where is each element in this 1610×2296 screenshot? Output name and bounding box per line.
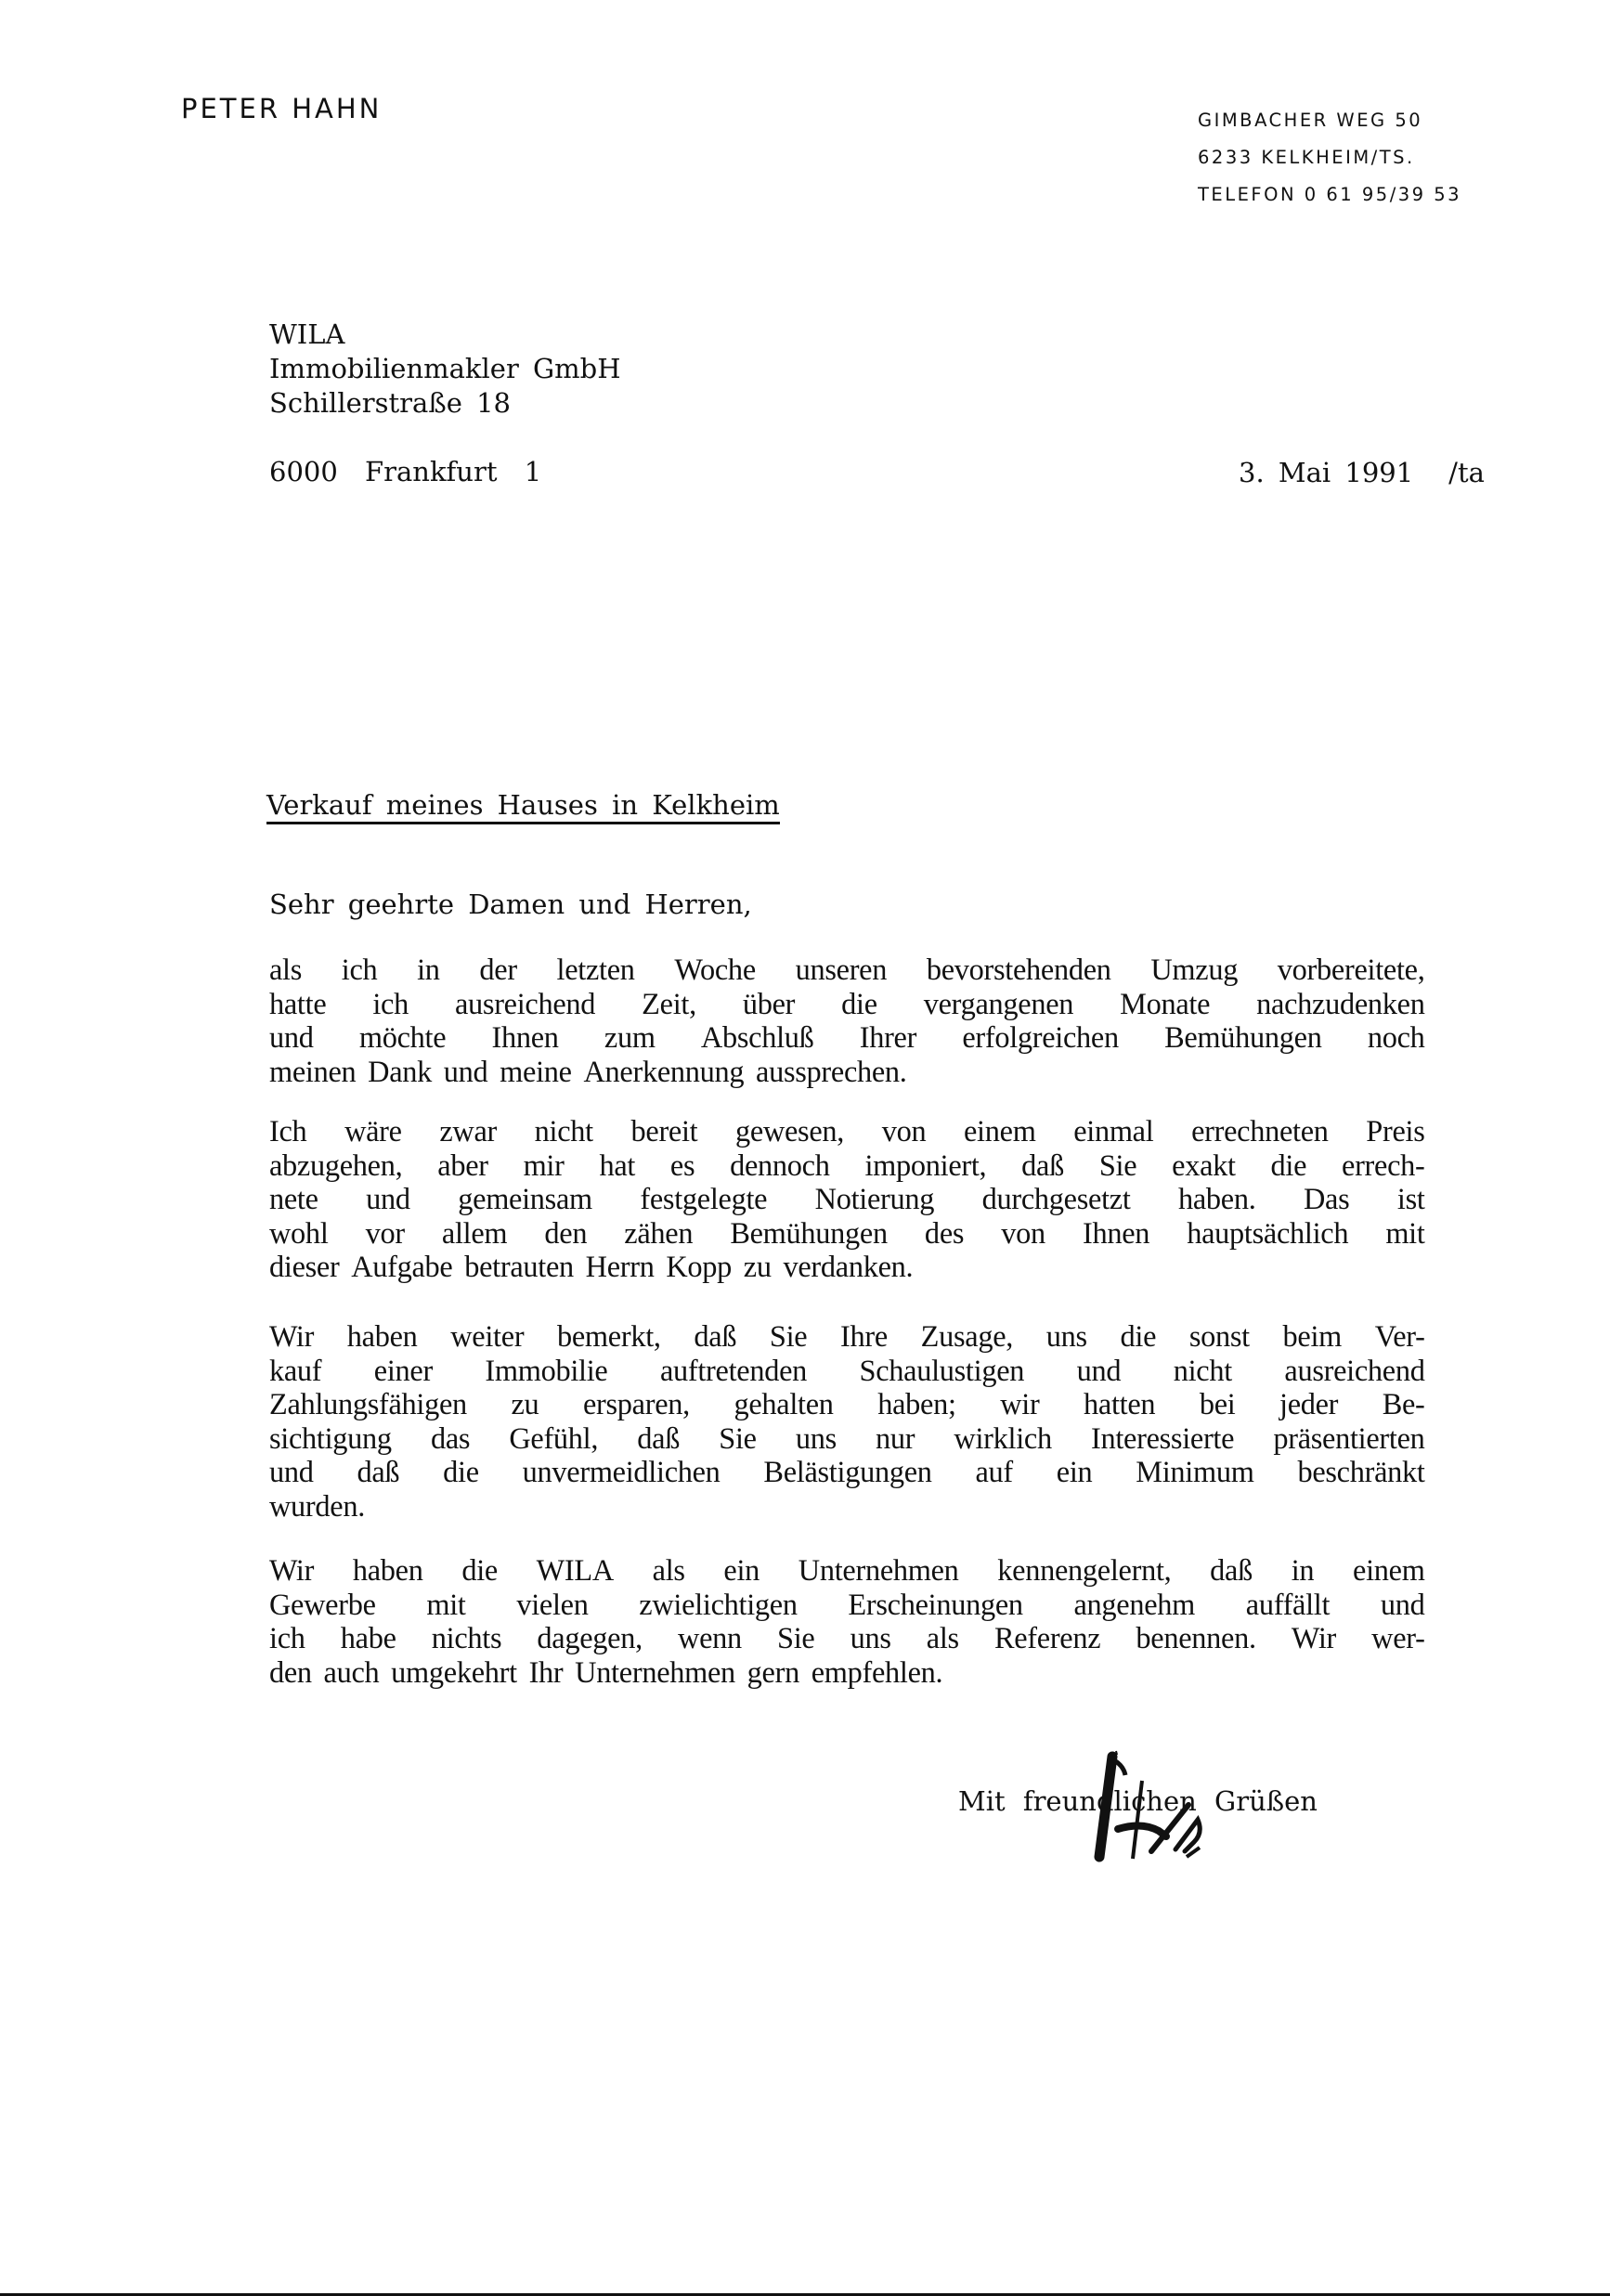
word: mit bbox=[1385, 1216, 1425, 1251]
word: uns bbox=[795, 1421, 837, 1456]
word: vorbereitete, bbox=[1277, 953, 1425, 987]
word: Gefühl, bbox=[509, 1421, 599, 1456]
word: ausreichend bbox=[1284, 1354, 1425, 1388]
letter-date: 3. Mai 1991 bbox=[1239, 457, 1414, 488]
body-line bbox=[269, 1320, 1425, 1355]
body-paragraph bbox=[269, 1115, 1425, 1285]
word: abzugehen, bbox=[269, 1148, 403, 1183]
word: nur bbox=[876, 1421, 915, 1456]
word: möchte bbox=[358, 1021, 447, 1055]
word: und bbox=[366, 1183, 410, 1216]
body-line bbox=[269, 1021, 1425, 1056]
word: die bbox=[443, 1456, 479, 1489]
word: Anerkennung bbox=[583, 1055, 745, 1089]
word: zähen bbox=[624, 1216, 694, 1251]
body-line bbox=[269, 1554, 1425, 1589]
word: unvermeidlichen bbox=[522, 1456, 721, 1489]
body-line bbox=[269, 1388, 1425, 1422]
word: einem bbox=[964, 1115, 1036, 1148]
word: gemeinsam bbox=[458, 1183, 592, 1216]
word: kennengelernt, bbox=[997, 1554, 1172, 1588]
word: haben bbox=[346, 1320, 418, 1354]
word: und bbox=[443, 1055, 488, 1089]
word: Das bbox=[1303, 1183, 1350, 1216]
word: Sie bbox=[769, 1320, 808, 1354]
word: Kopp bbox=[666, 1251, 733, 1284]
word: letzten bbox=[556, 953, 635, 987]
word: gern bbox=[747, 1655, 799, 1690]
word: daß bbox=[357, 1456, 400, 1489]
body-line bbox=[269, 1656, 1425, 1691]
body-line bbox=[269, 1183, 1425, 1217]
closing: Mit freundlichen Grüßen bbox=[958, 1785, 1318, 1817]
word: Sie bbox=[777, 1622, 815, 1655]
word: Ich bbox=[269, 1115, 307, 1148]
word: dennoch bbox=[730, 1148, 830, 1183]
word: verdanken. bbox=[783, 1251, 914, 1284]
word: umgekehrt bbox=[391, 1655, 517, 1690]
word: auftretenden bbox=[659, 1354, 808, 1388]
word: beim bbox=[1282, 1320, 1343, 1354]
word: habe bbox=[340, 1622, 396, 1655]
word: hauptsächlich bbox=[1187, 1216, 1349, 1251]
word: in bbox=[417, 953, 440, 987]
word: unseren bbox=[795, 953, 888, 987]
word: bereit bbox=[630, 1115, 698, 1148]
reference-code: /ta bbox=[1448, 457, 1485, 488]
word: nicht bbox=[1173, 1354, 1232, 1388]
word: bemerkt, bbox=[556, 1320, 661, 1354]
word: daß bbox=[637, 1421, 681, 1456]
word: jeder bbox=[1279, 1388, 1339, 1421]
word: die bbox=[841, 987, 877, 1021]
word: Preis bbox=[1366, 1115, 1425, 1148]
word: und bbox=[1380, 1588, 1425, 1622]
word: den bbox=[544, 1216, 588, 1251]
word: empfehlen. bbox=[811, 1655, 943, 1690]
word: wer- bbox=[1371, 1622, 1425, 1655]
body-paragraph bbox=[269, 953, 1425, 1089]
body-paragraph bbox=[269, 1554, 1425, 1690]
body-line bbox=[269, 1422, 1425, 1457]
word: zu bbox=[511, 1388, 539, 1421]
word: Gewerbe bbox=[269, 1588, 376, 1622]
word: Referenz bbox=[993, 1622, 1101, 1655]
body-line bbox=[269, 1355, 1425, 1389]
body-line bbox=[269, 1456, 1425, 1490]
word: nachzudenken bbox=[1256, 987, 1425, 1021]
word: Notierung bbox=[814, 1183, 935, 1216]
word: zwielichtigen bbox=[639, 1588, 798, 1622]
sender-street: GIMBACHER WEG 50 bbox=[1198, 110, 1423, 131]
word: vielen bbox=[516, 1588, 589, 1622]
word: Dank bbox=[368, 1055, 433, 1089]
word: aussprechen. bbox=[756, 1055, 907, 1089]
word: Be- bbox=[1382, 1388, 1425, 1421]
word: benennen. bbox=[1136, 1622, 1256, 1655]
word: Bemühungen bbox=[730, 1216, 888, 1251]
word: Unternehmen bbox=[575, 1655, 735, 1690]
recipient-company-type: Immobilienmakler GmbH bbox=[269, 353, 621, 384]
word: vor bbox=[365, 1216, 405, 1251]
signature-icon bbox=[1058, 1747, 1226, 1868]
subject-line: Verkauf meines Hauses in Kelkheim bbox=[266, 789, 780, 824]
word: Zeit, bbox=[642, 987, 696, 1021]
word: präsentierten bbox=[1273, 1421, 1425, 1456]
word: als bbox=[926, 1622, 959, 1655]
word: Woche bbox=[674, 953, 756, 987]
word: gehalten bbox=[734, 1388, 834, 1421]
word: nicht bbox=[534, 1115, 593, 1148]
body-line bbox=[269, 1622, 1425, 1656]
word: als bbox=[652, 1554, 685, 1588]
word: sichtigung bbox=[269, 1421, 392, 1456]
word: betrauten bbox=[464, 1251, 574, 1284]
word: auf bbox=[975, 1456, 1013, 1489]
word: ersparen, bbox=[582, 1388, 690, 1421]
word: auffällt bbox=[1245, 1588, 1331, 1622]
word: und bbox=[269, 1456, 314, 1489]
word: daß bbox=[1021, 1148, 1064, 1183]
word: einer bbox=[373, 1354, 433, 1388]
word: Ihnen bbox=[1082, 1216, 1150, 1251]
sender-phone: TELEFON 0 61 95/39 53 bbox=[1198, 184, 1462, 205]
word: wurden. bbox=[269, 1489, 366, 1524]
word: einem bbox=[1353, 1554, 1425, 1588]
word: exakt bbox=[1172, 1148, 1236, 1183]
word: noch bbox=[1367, 1021, 1425, 1055]
word: bevorstehenden bbox=[926, 953, 1111, 987]
word: Bemühungen bbox=[1164, 1021, 1322, 1055]
body-paragraph bbox=[269, 1320, 1425, 1524]
word: Herrn bbox=[585, 1251, 655, 1284]
word: wirklich bbox=[954, 1421, 1052, 1456]
word: daß bbox=[1210, 1554, 1253, 1588]
word: Zusage, bbox=[920, 1320, 1014, 1354]
recipient-address bbox=[269, 318, 621, 489]
word: sonst bbox=[1188, 1320, 1250, 1354]
word: wäre bbox=[344, 1115, 402, 1148]
date-line bbox=[1239, 456, 1485, 490]
body-line bbox=[269, 1115, 1425, 1149]
word: hatte bbox=[269, 987, 327, 1021]
word: und bbox=[1076, 1354, 1122, 1388]
word: das bbox=[430, 1421, 471, 1456]
word: erfolgreichen bbox=[962, 1021, 1119, 1055]
word: angenehm bbox=[1073, 1588, 1196, 1622]
word: zwar bbox=[439, 1115, 498, 1148]
word: Zahlungsfähigen bbox=[269, 1388, 467, 1421]
word: Minimum bbox=[1136, 1456, 1254, 1489]
word: ist bbox=[1396, 1183, 1425, 1216]
sender-city: 6233 KELKHEIM/TS. bbox=[1198, 147, 1415, 168]
word: einmal bbox=[1073, 1115, 1154, 1148]
word: beschränkt bbox=[1297, 1456, 1425, 1489]
word: haben. bbox=[1177, 1183, 1256, 1216]
word: Belästigungen bbox=[763, 1456, 932, 1489]
word: die bbox=[1120, 1320, 1157, 1354]
body-line bbox=[269, 1056, 1425, 1090]
word: daß bbox=[694, 1320, 737, 1354]
word: nichts bbox=[431, 1622, 502, 1655]
word: und bbox=[269, 1021, 314, 1055]
word: imponiert, bbox=[864, 1148, 987, 1183]
word: gewesen, bbox=[735, 1115, 845, 1148]
word: des bbox=[924, 1216, 965, 1251]
word: Wir bbox=[269, 1320, 315, 1354]
word: uns bbox=[850, 1622, 891, 1655]
word: Immobilie bbox=[485, 1354, 608, 1388]
word: Ihr bbox=[528, 1655, 564, 1690]
letterhead-sender-name: PETER HAHN bbox=[181, 93, 383, 124]
word: wir bbox=[1000, 1388, 1040, 1421]
word: dieser bbox=[269, 1251, 340, 1284]
word: von bbox=[881, 1115, 927, 1148]
word: errech- bbox=[1342, 1148, 1425, 1183]
word: Wir bbox=[1291, 1622, 1337, 1655]
word: Schaulustigen bbox=[859, 1354, 1025, 1388]
word: bei bbox=[1199, 1388, 1236, 1421]
word: Ihre bbox=[840, 1320, 888, 1354]
word: es bbox=[669, 1148, 695, 1183]
word: Ver- bbox=[1374, 1320, 1425, 1354]
word: ausreichend bbox=[454, 987, 596, 1021]
word: Wir bbox=[269, 1554, 315, 1588]
word: durchgesetzt bbox=[981, 1183, 1131, 1216]
body-line bbox=[269, 1149, 1425, 1184]
word: von bbox=[1001, 1216, 1045, 1251]
word: auch bbox=[323, 1655, 380, 1690]
word: wenn bbox=[678, 1622, 742, 1655]
word: Umzug bbox=[1150, 953, 1239, 987]
word: Sie bbox=[719, 1421, 757, 1456]
word: wohl bbox=[269, 1216, 329, 1251]
word: Sie bbox=[1098, 1148, 1137, 1183]
body-line bbox=[269, 1589, 1425, 1623]
word: hatten bbox=[1084, 1388, 1156, 1421]
word: Erscheinungen bbox=[848, 1588, 1023, 1622]
word: die bbox=[461, 1554, 498, 1588]
body-line bbox=[269, 953, 1425, 988]
word: ich bbox=[269, 1622, 305, 1655]
recipient-street: Schillerstraße 18 bbox=[269, 387, 511, 419]
word: ein bbox=[1056, 1456, 1093, 1489]
word: meine bbox=[500, 1055, 572, 1089]
body-line bbox=[269, 1490, 1425, 1524]
word: haben bbox=[352, 1554, 423, 1588]
word: ein bbox=[723, 1554, 760, 1588]
body-line bbox=[269, 1251, 1425, 1285]
word: aber bbox=[437, 1148, 488, 1183]
letterhead-sender-address bbox=[1198, 102, 1461, 214]
body-line bbox=[269, 988, 1425, 1022]
recipient-company: WILA bbox=[269, 318, 345, 350]
word: WILA bbox=[536, 1554, 614, 1588]
word: die bbox=[1270, 1148, 1307, 1183]
word: Aufgabe bbox=[351, 1251, 453, 1284]
word: festgelegte bbox=[640, 1183, 768, 1216]
word: uns bbox=[1045, 1320, 1087, 1354]
word: nete bbox=[269, 1183, 318, 1216]
word: den bbox=[269, 1655, 312, 1690]
word: Ihrer bbox=[859, 1021, 917, 1055]
word: mit bbox=[426, 1588, 466, 1622]
word: ich bbox=[341, 953, 378, 987]
word: haben; bbox=[877, 1388, 956, 1421]
word: der bbox=[479, 953, 517, 987]
salutation: Sehr geehrte Damen und Herren, bbox=[269, 889, 752, 920]
word: in bbox=[1291, 1554, 1315, 1588]
word: meinen bbox=[269, 1055, 357, 1089]
word: mir bbox=[523, 1148, 565, 1183]
word: zum bbox=[604, 1021, 656, 1055]
word: vergangenen bbox=[923, 987, 1074, 1021]
word: errechneten bbox=[1191, 1115, 1329, 1148]
recipient-city: 6000 Frankfurt 1 bbox=[269, 456, 542, 487]
word: Interessierte bbox=[1090, 1421, 1235, 1456]
word: allem bbox=[441, 1216, 508, 1251]
body-line bbox=[269, 1217, 1425, 1252]
word: als bbox=[269, 953, 303, 987]
word: dagegen, bbox=[537, 1622, 643, 1655]
word: Abschluß bbox=[700, 1021, 814, 1055]
word: Ihnen bbox=[491, 1021, 559, 1055]
word: hat bbox=[599, 1148, 636, 1183]
word: zu bbox=[743, 1251, 772, 1284]
word: ich bbox=[372, 987, 409, 1021]
word: Monate bbox=[1120, 987, 1211, 1021]
word: weiter bbox=[450, 1320, 525, 1354]
word: kauf bbox=[269, 1354, 322, 1388]
word: Unternehmen bbox=[798, 1554, 959, 1588]
word: über bbox=[742, 987, 796, 1021]
